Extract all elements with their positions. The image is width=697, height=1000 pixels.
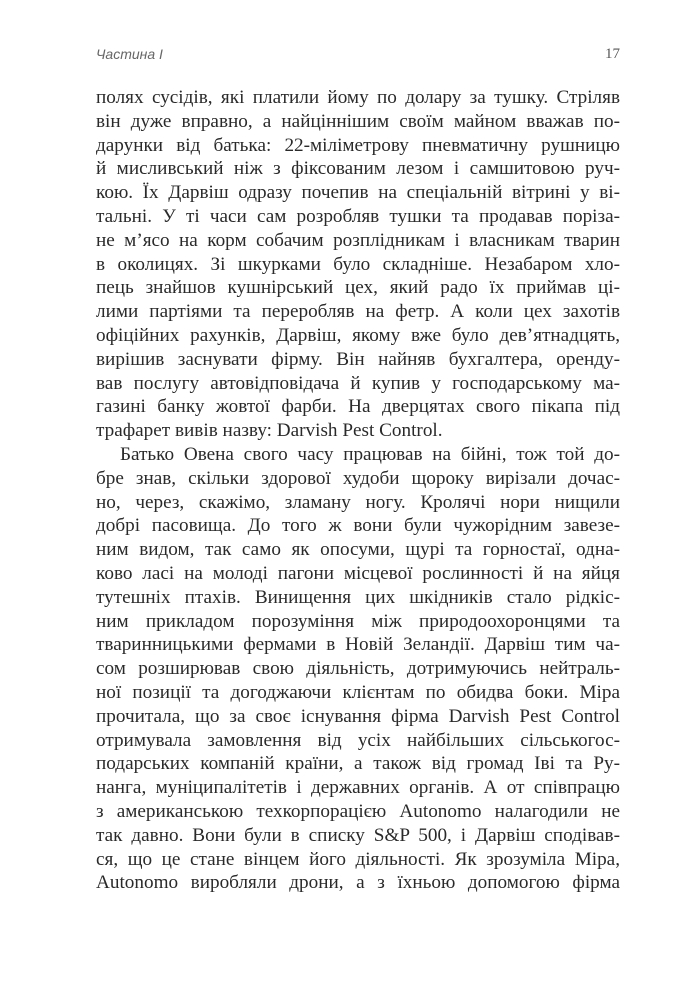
text-line: офіційних рахунків, Дарвіш, якому вже було дев’ятнадцять, [96, 324, 620, 346]
text-line: ково ласі на молоді пагони місцевої рослинності й на яйця [96, 562, 620, 584]
text-line: не м’ясо на корм собачим розплідникам і власникам тварин [96, 229, 620, 251]
text-line: газині банку жовтої фарби. На дверцятах свого пікапа під [96, 396, 620, 418]
text-line: лими партіями та переробляв на фетр. А коли цех захотів [96, 301, 620, 323]
text-line: полях сусідів, які платили йому по долару за тушку. Стріляв [96, 87, 620, 108]
page-header [96, 46, 620, 68]
text-line: Батько Овена свого часу працював на бійні, тож той до- [120, 443, 620, 465]
text-line: ним видом, так само як опосуми, щурі та горностаї, одна- [96, 539, 620, 561]
text-line: ним прикладом порозуміння між природоохоронцями та [96, 610, 620, 632]
text-line: тутешніх птахів. Винищення цих шкідників стало рідкіс- [96, 586, 620, 608]
text-line: отримувала замовлення від усіх найбільших сільськогос- [96, 729, 620, 751]
text-line: з американською техкорпорацією Autonomo налагодили не [96, 800, 620, 822]
text-line: добрі пасовища. До того ж вони були чужорідним завезе- [96, 515, 620, 537]
text-line: ної позиції та догоджаючи клієнтам по обидва боки. Міра [96, 681, 620, 703]
text-line: тваринницькими фермами в Новій Зеландії. Дарвіш тим ча- [96, 634, 620, 656]
text-line: прочитала, що за своє існування фірма Darvish Pest Control [96, 705, 620, 727]
text-line: кою. Їх Дарвіш одразу почепив на спеціальній вітрині у ві- [96, 182, 620, 204]
text-line: бре знав, скільки здорової худоби щороку вирізали дочас- [96, 467, 620, 489]
paragraph [96, 86, 620, 443]
text-line: нанга, муніципалітетів і державних органів. А от співпрацю [96, 777, 620, 799]
paragraph [96, 443, 620, 895]
text-line: він дуже вправно, а найціннішим своїм майном вважав по- [96, 110, 620, 132]
text-line: Autonomo виробляли дрони, а з їхньою допомогою фірма [96, 872, 620, 894]
page-number: 17 [605, 46, 620, 62]
text-line: ся, що це стане вінцем його діяльності. Як зрозуміла Міра, [96, 848, 620, 870]
text-line: трафарет вивів назву: Darvish Pest Control. [96, 420, 443, 442]
text-line: в околицях. Зі шкурками було складніше. Незабаром хло- [96, 253, 620, 275]
text-line: тальні. У ті часи сам розробляв тушки та продавав поріза- [96, 205, 620, 227]
body-text [96, 86, 620, 895]
text-line: сом розширював свою діяльність, дотримуючись нейтраль- [96, 658, 620, 680]
text-line: вирішив заснувати фірму. Він найняв бухгалтера, оренду- [96, 348, 620, 370]
text-line: подарських компаній країни, а також від громад Іві та Ру- [96, 753, 620, 775]
running-title: Частина I [96, 46, 163, 62]
text-line: й мисливський ніж з фіксованим лезом і самшитовою руч- [96, 158, 620, 180]
text-line: так давно. Вони були в списку S&P 500, і Дарвіш сподівав- [96, 824, 620, 846]
text-line: но, через, скажімо, зламану ногу. Кролячі нори нищили [96, 491, 620, 513]
text-line: вав послугу автовідповідача й купив у господарському ма- [96, 372, 620, 394]
text-line: пець знайшов кушнірський цех, який радо їх приймав ці- [96, 277, 620, 299]
text-line: дарунки від батька: 22-міліметрову пневматичну рушницю [96, 134, 620, 156]
